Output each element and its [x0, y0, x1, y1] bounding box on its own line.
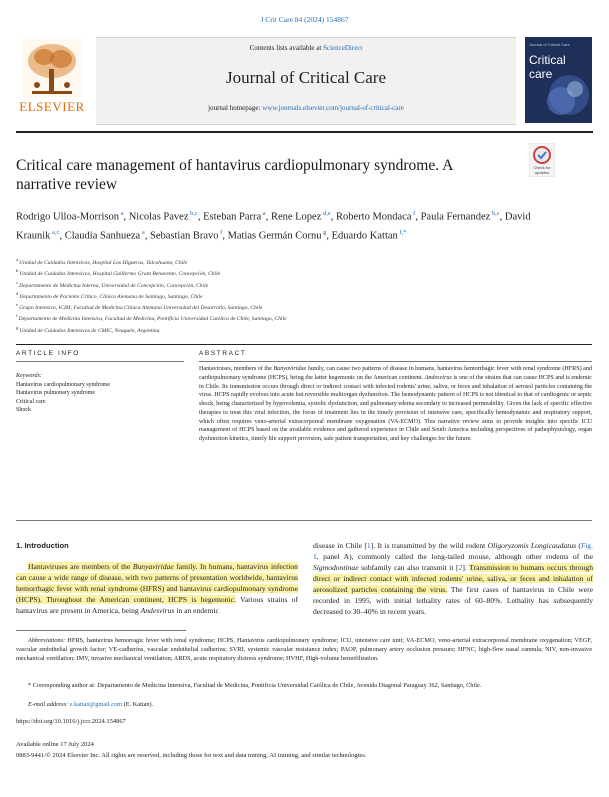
- affiliation-item: [16, 279, 576, 290]
- sciencedirect-link[interactable]: ScienceDirect: [323, 44, 363, 52]
- abstract-text: [199, 365, 592, 444]
- contents-prefix: Contents lists available at: [249, 44, 322, 52]
- text-run: disease in Chile [: [313, 541, 367, 550]
- abbreviations-label: Abbreviations:: [28, 637, 66, 644]
- footnote-divider: [16, 630, 186, 631]
- article-info-rule: [16, 361, 184, 362]
- affiliation-item: [16, 324, 576, 335]
- author-name[interactable]: Roberto Mondaca: [336, 211, 412, 223]
- copyright-notice: 0883-9441/© 2024 Elsevier Inc. All rights are reserved, including those for text and data mining, AI training, and similar technologies.: [16, 752, 367, 759]
- journal-title: Journal of Critical Care: [225, 68, 387, 87]
- affiliation-text: Departamento de Medicina Interna, Universidad de Concepción, Concepción, Chile: [19, 282, 209, 289]
- affiliation-key: d: [16, 290, 20, 296]
- author-separator: ,: [197, 211, 204, 223]
- crossmark-label: Check for updates: [533, 165, 551, 175]
- check-for-updates-badge[interactable]: [529, 143, 555, 177]
- author-separator: ,: [330, 211, 337, 223]
- contents-line: [96, 44, 516, 52]
- corresponding-author-footnote: * Corresponding author at: Departamento de Medicina Intensiva, Facultad de Medicina, Pontificia Universidad Católica de Chile, Avenida Diagonal Paraguay 362, Santiago, Chile.: [28, 682, 482, 689]
- author-affiliation-marker[interactable]: a: [140, 229, 145, 236]
- text-run: in an endemic: [174, 606, 219, 615]
- article-info-heading: ARTICLE INFO: [16, 350, 80, 357]
- figure-link[interactable]: Fig. 1: [313, 541, 593, 561]
- available-online: Available online 17 July 2024: [16, 741, 94, 748]
- affiliation-item: [16, 290, 576, 301]
- author-name[interactable]: Eduardo Kattan: [331, 230, 398, 242]
- elsevier-logo[interactable]: [16, 37, 88, 119]
- author-affiliation-marker[interactable]: a,c: [50, 229, 60, 236]
- author-separator: ,: [326, 230, 332, 242]
- affiliation-key: f: [16, 313, 19, 319]
- author-name[interactable]: Rene Lopez: [270, 211, 322, 223]
- affiliation-item: [16, 256, 576, 267]
- author-affiliation-marker[interactable]: f,*: [397, 229, 407, 236]
- affiliation-text: Departamento de Medicina Intensiva, Facultad de Medicina, Pontificia Universidad Católica de Chile, Santiago, Chile: [18, 316, 287, 323]
- affiliation-item: [16, 312, 576, 323]
- affiliation-key: a: [16, 257, 20, 262]
- author-name[interactable]: Esteban Parra: [203, 211, 262, 223]
- keywords-list: [16, 381, 166, 415]
- section-heading-introduction: 1. Introduction: [16, 541, 69, 550]
- header-divider: [16, 131, 593, 133]
- author-name[interactable]: Sebastian Bravo: [149, 230, 219, 242]
- affiliation-divider: [16, 344, 592, 345]
- author-separator: ,: [265, 211, 271, 223]
- author-separator: ,: [123, 211, 129, 223]
- intro-left-column: [16, 561, 298, 616]
- intro-right-column: [313, 540, 593, 617]
- elsevier-wordmark: ELSEVIER: [19, 99, 85, 114]
- author-name[interactable]: David Kraunik: [16, 211, 531, 242]
- affiliation-item: [16, 267, 576, 278]
- keyword-item[interactable]: Critical care: [16, 398, 46, 405]
- author-affiliation-marker[interactable]: b,c: [188, 210, 198, 217]
- homepage-prefix: journal homepage:: [208, 104, 261, 112]
- author-separator: ,: [222, 230, 228, 242]
- doi-link[interactable]: https://doi.org/10.1016/j.jccr.2024.154867: [16, 718, 126, 725]
- text-italic: Bunyaviridae: [132, 562, 174, 571]
- homepage-link[interactable]: www.journals.elsevier.com/journal-of-critical-care: [262, 104, 404, 112]
- homepage-line: [96, 104, 516, 112]
- abstract-bottom-rule: [16, 520, 592, 521]
- article-title: Critical care management of hantavirus cardiopulmonary syndrome. A narrative review: [16, 157, 453, 193]
- author-name[interactable]: Matias Germán Cornu: [227, 230, 322, 242]
- journal-masthead: [16, 37, 593, 125]
- author-separator: ,: [415, 211, 421, 223]
- affiliation-key: c: [16, 279, 20, 285]
- affiliation-list: [16, 256, 576, 335]
- text-italic: Oligoryzomis Longicaudatus: [487, 541, 577, 550]
- reference-link[interactable]: 1: [366, 541, 371, 550]
- author-list: [16, 206, 556, 244]
- affiliation-text: Grupo Intensivo, ICIM, Facultad de Medicina Clínica Alemana Universidad del Desarrollo, Santiago, Chile: [19, 304, 263, 311]
- author-name[interactable]: Nicolas Pavez: [128, 211, 189, 223]
- affiliation-text: Departamento de Paciente Crítico, Clínica Alemana de Santiago, Santiago, Chile: [19, 293, 203, 300]
- text-run: ]. It is transmitted by the wild rodent: [370, 541, 488, 550]
- author-affiliation-marker[interactable]: f: [411, 210, 416, 217]
- text-run: Various strains of hantavirus are present in America, being: [16, 595, 298, 615]
- text-run: subfamily can also transmit it [: [358, 563, 459, 572]
- author-name[interactable]: Rodrigo Ulloa-Morrison: [16, 211, 119, 223]
- affiliation-text: Unidad de Cuidados Intensivos, Hospital Guillermo Grant Benavente, Concepción, Chile: [19, 271, 221, 278]
- text-run: , panel A), commonly called the long-tailed mouse, although other rodents of the: [316, 552, 593, 561]
- keyword-item[interactable]: Hantavirus cardiopulmonary syndrome: [16, 381, 110, 388]
- keywords-label: Keywords:: [16, 373, 42, 379]
- text-run: Hantaviruses are members of the: [28, 562, 133, 571]
- journal-header-panel: [96, 37, 516, 125]
- abstract-part: family, can cause two patterns of disease in humans, hantavirus hemorrhagic fever with renal syndrome (HFRS) and cardiopulmonary syndrome (HCPS), being the latter hegemonic on the American continent.: [199, 366, 592, 381]
- affiliation-text: Unidad de Cuidados Intensivos, Hospital Las Higueras, Talcahuano, Chile: [19, 259, 188, 266]
- author-affiliation-marker[interactable]: b,c: [490, 210, 500, 217]
- reference-link[interactable]: 2: [458, 563, 463, 572]
- email-suffix: (E. Kattan).: [122, 701, 154, 708]
- abstract-italic: Andesvirus: [424, 374, 452, 381]
- cover-graphic: [525, 37, 592, 123]
- keyword-item[interactable]: Hantavirus pulmonary syndrome: [16, 390, 95, 397]
- journal-cover-image[interactable]: [525, 37, 592, 123]
- elsevier-tree-icon: [22, 39, 82, 97]
- affiliation-key: b: [16, 268, 20, 274]
- text-run: (: [576, 541, 581, 550]
- email-link[interactable]: e.kattan@gmail.com: [69, 701, 123, 708]
- text-run: The first cases of hantavirus in Chile were recorded in 1995, with initial lethality rates of 60–80%. Lethality has subsequently decreased to 30–40% in recent years.: [313, 585, 594, 616]
- abstract-italic: Bunyaviridae: [273, 366, 307, 372]
- cover-subtitle: Journal of Critical Care: [529, 42, 570, 47]
- text-italic: Andesvirus: [140, 606, 175, 615]
- keyword-item[interactable]: Shock: [16, 407, 31, 414]
- cover-title: Critical care: [529, 53, 566, 81]
- affiliation-key: e: [16, 302, 20, 308]
- affiliation-item: [16, 301, 576, 312]
- author-affiliation-marker[interactable]: a: [118, 210, 124, 217]
- highlighted-text: Transmission to humans occurs through direct or indirect contact with infected rodents' urine, saliva, or feces and inhalation of aerosolized particles containing the virus.: [313, 563, 593, 594]
- abstract-rule: [199, 361, 592, 362]
- abstract-part: is one of the strains that can cause HCPS and is endemic in Chile. Its transmission occurs through direct or indirect contact with infected rodents' urine, saliva, or feces and inhalation of aerosol particles containing the virus. HCPS rapidly evolves into acute but reversible multiorgan dysfunction. The hemodynamic pattern of HCPS is not identical to that of cardiogenic or septic shock, being characterized by hypovolemia, systolic dysfunction, and pulmonary edema secondary to increased permeability. Given the lack of specific effective therapies to treat this viral infection, the focus of treatment lies in the timely provision of intensive care, specifically hemodynamic and respiratory support, which often requires veno-arterial extracorporeal membrane oxygenation (VA-ECMO). This narrative review aims to provide insights into specific ICU management of HCPS based on the available evidence and gathered experience in Chile and South America including perspectives of pathophysiology, organ dysfunction kinetics, timely life support provision, safe patient transportation, and key challenges for the future.: [199, 374, 593, 442]
- abbreviations-footnote: [16, 636, 592, 663]
- text-italic: Sigmodontinae: [313, 563, 359, 572]
- email-footnote: [16, 700, 592, 709]
- affiliation-text: Unidad de Cuidados Intensivos de CMIC, Neuquén, Argentina: [19, 327, 160, 334]
- keywords-block: [16, 372, 166, 415]
- author-affiliation-marker[interactable]: d,e: [321, 210, 331, 217]
- author-affiliation-marker[interactable]: a: [261, 210, 266, 217]
- abstract-heading: ABSTRACT: [199, 350, 247, 357]
- text-run: family. In humans, hantavirus infection can cause a wide range of disease, with two patterns of presentation worldwide, hantavirus hemorrhagic fever with renal syndrome (HFRS) and hantavirus cardiopulmonary syndrome (HCPS). Throughout the American continent, HCPS is hegemonic.: [16, 562, 298, 604]
- abstract-part: Hantaviruses, members of the: [199, 366, 274, 372]
- text-run: ].: [462, 563, 470, 572]
- author-separator: ,: [499, 211, 505, 223]
- affiliation-key: g: [16, 324, 20, 330]
- abbreviations-text: HFRS, hantavirus hemorragic fever with renal syndrome; HCPS, Hantavirus cardiopulmonary syndrome; ICU, intensive care unit; VA-ECMO, veno-arterial extracorporeal membrane oxygenation; VEGF, vascular endothelial growth factor; VE-cadherins, vascular endothelial cadherins; SVRI, systemic vascular resistance index; PAOP, pulmonary artery occlusion pressure; HFNC, high-flow nasal cannula; NIV, non-invasive mechanical ventilation; IMV, invasive mechanical ventilation; ARDS, acute respiratory distress syndrome; HVHF, High-volume hemofiltration.: [16, 637, 592, 662]
- author-affiliation-marker[interactable]: f: [218, 229, 223, 236]
- email-label: E-mail address:: [28, 701, 69, 708]
- author-name[interactable]: Claudia Sanhueza: [64, 230, 141, 242]
- author-affiliation-marker[interactable]: g: [321, 229, 327, 236]
- journal-citation[interactable]: J Crit Care 84 (2024) 154867: [260, 15, 349, 24]
- author-separator: ,: [144, 230, 150, 242]
- author-separator: ,: [59, 230, 65, 242]
- author-name[interactable]: Paula Fernandez: [420, 211, 491, 223]
